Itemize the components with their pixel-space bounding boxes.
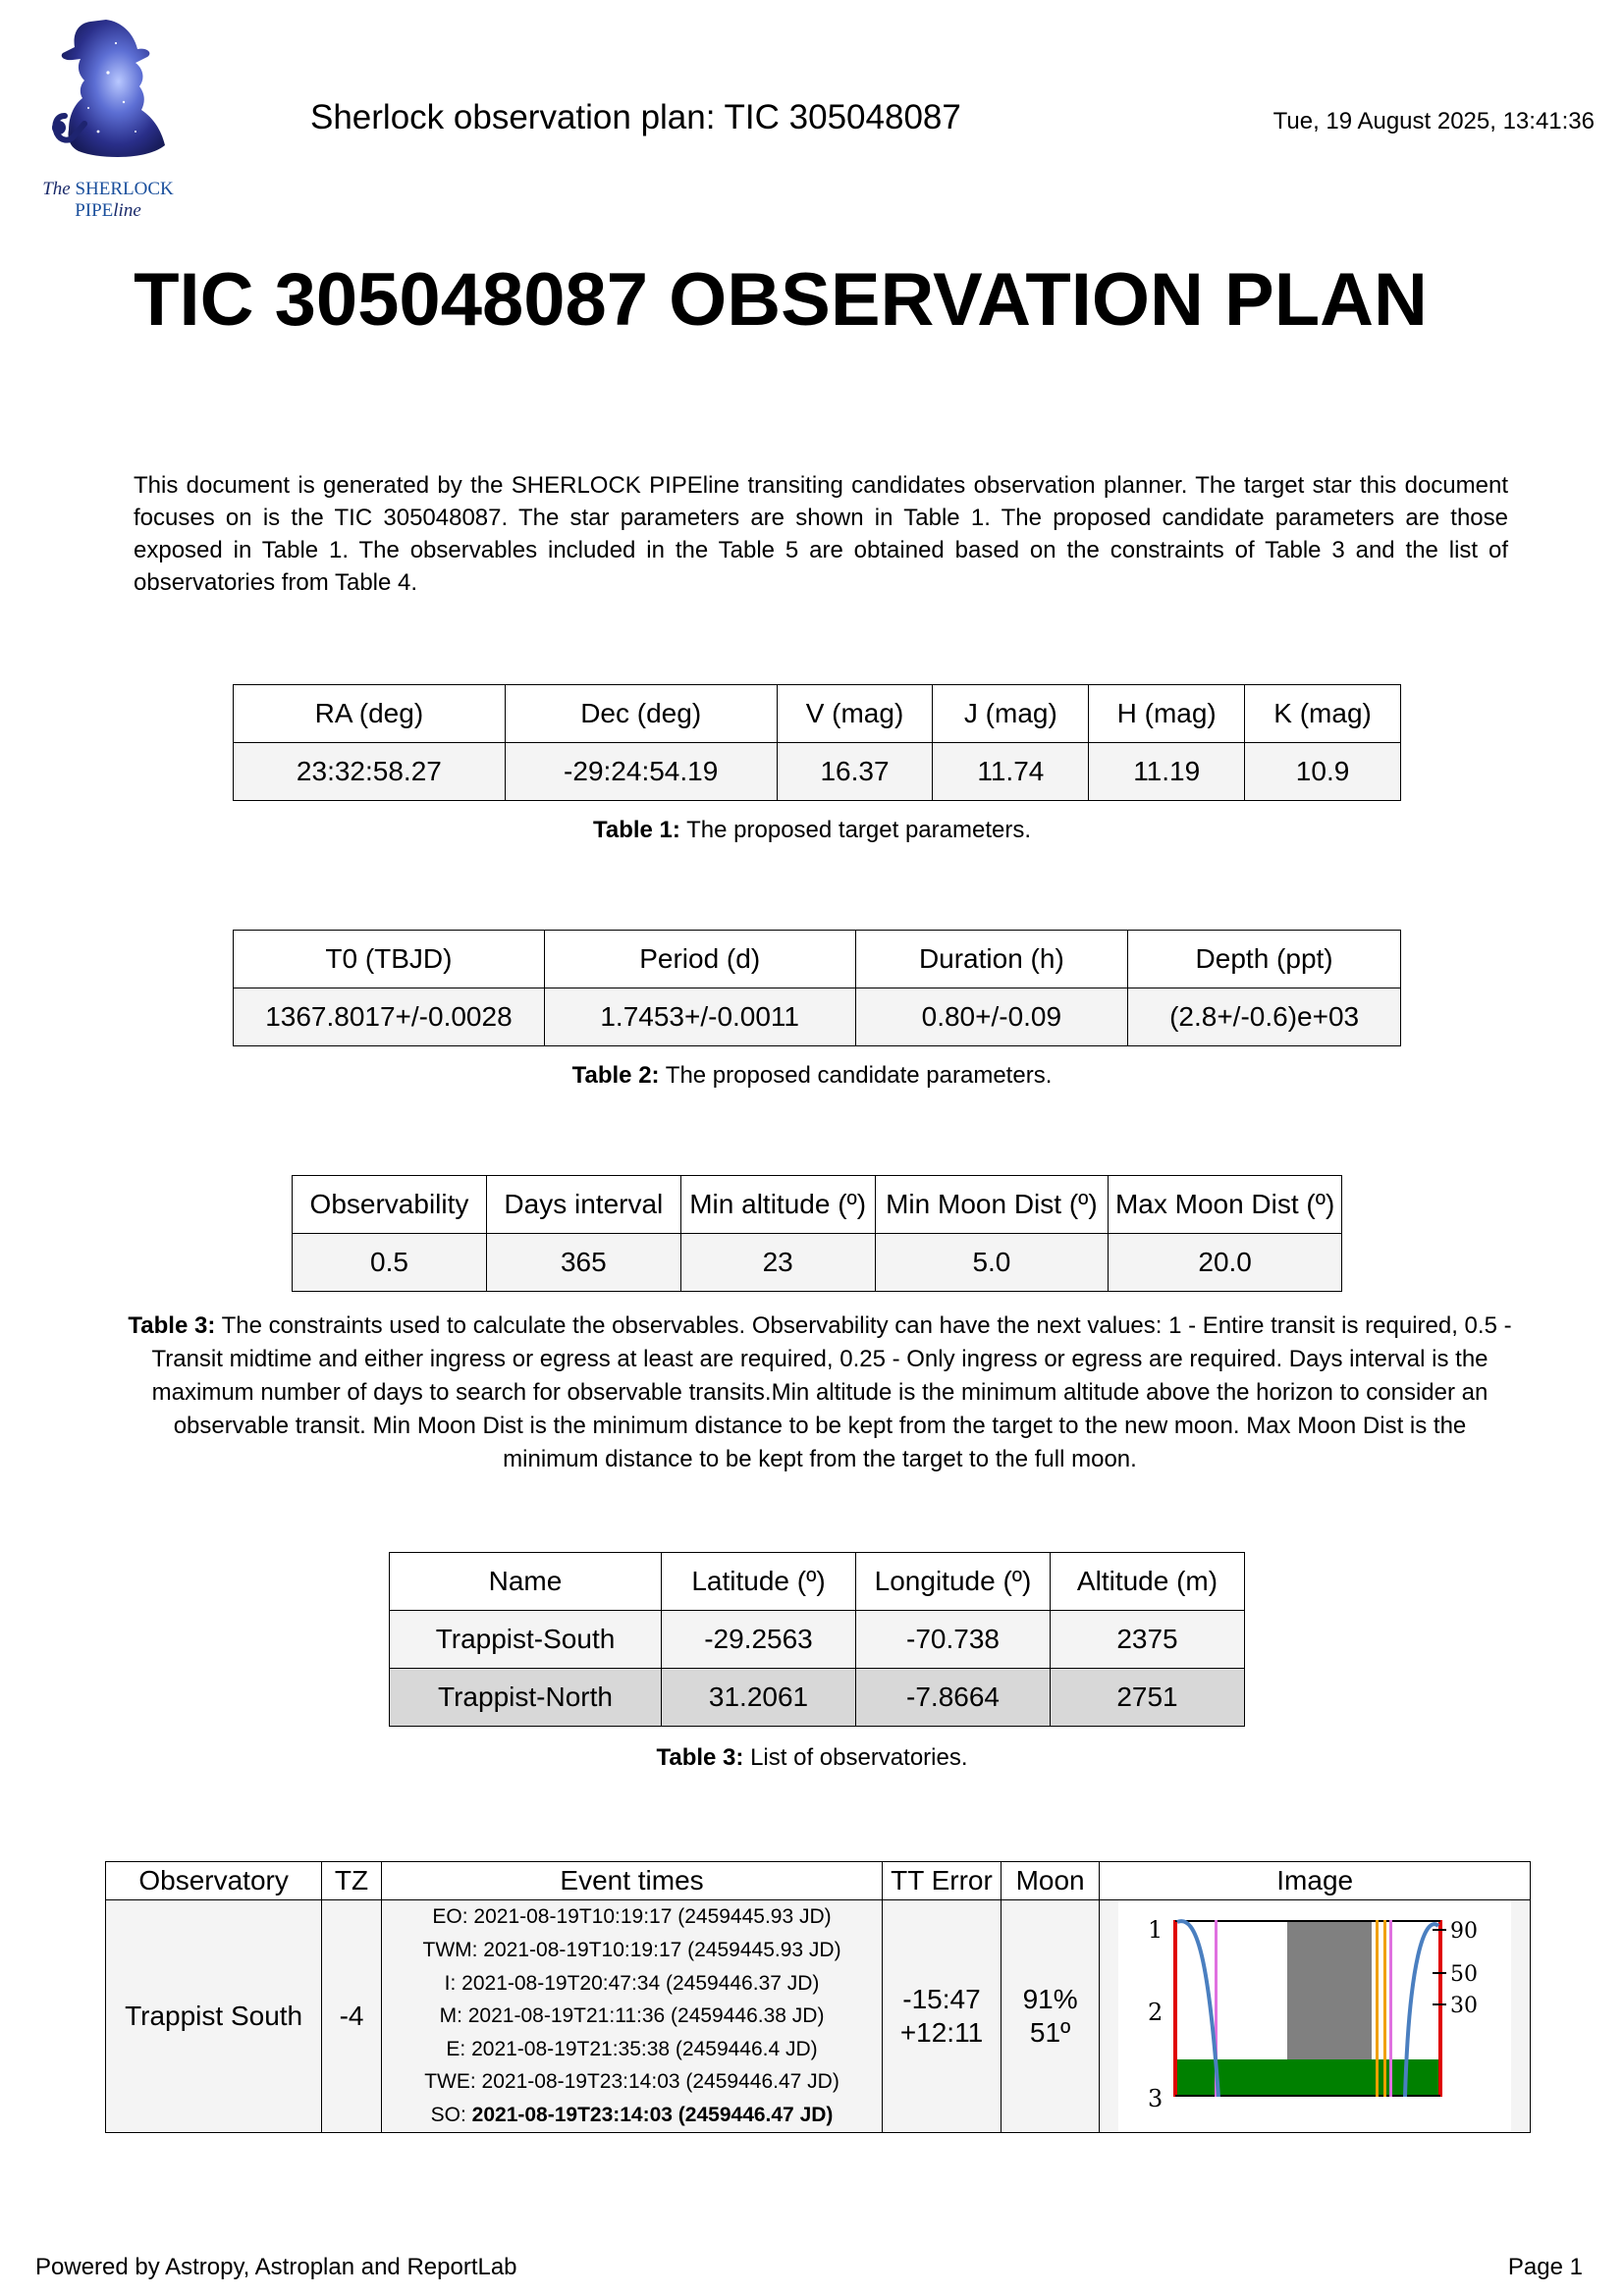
table-cell: Trappist-North	[390, 1669, 662, 1727]
svg-text:The SHERLOCK	[42, 179, 174, 199]
table-header-cell: Altitude (m)	[1051, 1553, 1245, 1611]
sherlock-logo	[29, 14, 187, 230]
table-cell: 1.7453+/-0.0011	[544, 988, 855, 1046]
table-header-cell: Duration (h)	[855, 931, 1128, 988]
transit-egress-line	[1383, 1920, 1386, 2097]
table-row	[234, 988, 1401, 1046]
detective-silhouette-icon	[29, 14, 187, 230]
caption-label: Table 3:	[656, 1744, 744, 1771]
table-cell: 31.2061	[662, 1669, 856, 1727]
table-header-cell: H (mag)	[1089, 685, 1245, 743]
plot-left-label: 1	[1148, 1916, 1164, 1944]
caption-text: The proposed target parameters.	[679, 817, 1031, 843]
table-row	[106, 1900, 1531, 2133]
left-limit-line	[1173, 1920, 1177, 2097]
intro-paragraph: This document is generated by the SHERLOCK PIPEline transiting candidates observation planner. The target star this document focuses on is the TIC 305048087. The star parameters are shown in Table 1. The proposed candidate parameters are those exposed in Table 1. The observables included in the Table 5 are obtained based on the constraints of Table 3 and the list of observatories from Table 4.	[134, 472, 1508, 596]
table-header-row	[234, 685, 1401, 743]
observation-plot	[1118, 1900, 1511, 2132]
event-times-cell	[381, 1900, 882, 2133]
table1-caption	[0, 817, 1624, 844]
event-time: TWE: 2021-08-19T23:14:03 (2459446.47 JD)	[424, 2070, 839, 2094]
night-band	[1287, 1920, 1372, 2059]
table-cell: -7.8664	[856, 1669, 1051, 1727]
observatories-table	[389, 1552, 1245, 1727]
plot-left-label: 3	[1148, 2085, 1164, 2112]
table-header-cell: Name	[390, 1553, 662, 1611]
table-cell: -29.2563	[662, 1611, 856, 1669]
table-header-cell: Image	[1100, 1862, 1531, 1900]
transit-ingress-line	[1376, 1920, 1379, 2097]
table-cell: Trappist-South	[390, 1611, 662, 1669]
plot-left-label: 2	[1148, 1999, 1164, 2026]
table-header-cell: V (mag)	[777, 685, 933, 743]
table-header-cell: Observatory	[106, 1862, 322, 1900]
moon-marker-line	[1389, 1920, 1392, 2097]
table-header-cell: Longitude (º)	[856, 1553, 1051, 1611]
moon-cell	[1001, 1900, 1100, 2133]
table-cell: 0.80+/-0.09	[855, 988, 1128, 1046]
table-header-cell: T0 (TBJD)	[234, 931, 545, 988]
caption-label: Table 3:	[128, 1312, 216, 1339]
observatory-cell: Trappist South	[106, 1900, 322, 2133]
table-header-cell: TT Error	[883, 1862, 1001, 1900]
timezone-cell: -4	[322, 1900, 382, 2133]
constraints-table	[292, 1175, 1342, 1292]
table-cell: 2751	[1051, 1669, 1245, 1727]
table-cell: 23:32:58.27	[234, 743, 506, 801]
table-header-cell: Min altitude (º)	[680, 1176, 875, 1234]
so-value: 2021-08-19T23:14:03 (2459446.47 JD)	[471, 2103, 834, 2126]
table-header-row	[293, 1176, 1342, 1234]
svg-text:PIPEline	[75, 200, 141, 221]
table-cell: 10.9	[1245, 743, 1401, 801]
caption-label: Table 2:	[571, 1062, 660, 1089]
header-date: Tue, 19 August 2025, 13:41:36	[1272, 108, 1595, 134]
candidate-parameters-table	[233, 930, 1401, 1046]
logo-text-sherlock: SHERLOCK	[75, 179, 174, 199]
table-cell: 11.19	[1089, 743, 1245, 801]
table-header-cell: J (mag)	[933, 685, 1089, 743]
table-cell: 0.5	[293, 1234, 487, 1292]
event-time-so	[382, 2099, 882, 2132]
table-header-cell: Depth (ppt)	[1128, 931, 1401, 988]
table-row	[234, 743, 1401, 801]
table4-caption	[0, 1744, 1624, 1772]
event-time: E: 2021-08-19T21:35:38 (2459446.4 JD)	[446, 2037, 818, 2060]
table-cell: 16.37	[777, 743, 933, 801]
tt-error-cell	[883, 1900, 1001, 2133]
observables-table	[105, 1861, 1531, 2133]
image-cell	[1100, 1900, 1531, 2133]
ground-band	[1173, 2059, 1440, 2097]
table-header-cell: Min Moon Dist (º)	[875, 1176, 1109, 1234]
table-header-cell: Max Moon Dist (º)	[1109, 1176, 1342, 1234]
table-cell: (2.8+/-0.6)e+03	[1128, 988, 1401, 1046]
table-cell: 365	[486, 1234, 680, 1292]
table3-caption	[128, 1309, 1512, 1476]
table-header-cell: Moon	[1001, 1862, 1100, 1900]
plot-right-label: 30	[1450, 1994, 1479, 2018]
table-cell: 11.74	[933, 743, 1089, 801]
table-header-cell: Days interval	[486, 1176, 680, 1234]
header-title: Sherlock observation plan: TIC 305048087	[310, 98, 961, 136]
table-cell: -29:24:54.19	[505, 743, 777, 801]
event-time: TWM: 2021-08-19T10:19:17 (2459445.93 JD)	[422, 1939, 841, 1962]
table-header-cell: Latitude (º)	[662, 1553, 856, 1611]
event-time: EO: 2021-08-19T10:19:17 (2459445.93 JD)	[432, 1905, 832, 1929]
table-header-row	[234, 931, 1401, 988]
logo-text-pipe: PIPE	[75, 200, 114, 221]
moon-illumination: 91%	[1022, 1984, 1078, 2014]
tt-error-minus: -15:47	[902, 1984, 981, 2014]
table-header-row	[106, 1862, 1531, 1900]
document-title: TIC 305048087 OBSERVATION PLAN	[134, 258, 1428, 342]
table-header-row	[390, 1553, 1245, 1611]
table-cell: -70.738	[856, 1611, 1051, 1669]
target-parameters-table	[233, 684, 1401, 801]
table-cell: 1367.8017+/-0.0028	[234, 988, 545, 1046]
table-cell: 23	[680, 1234, 875, 1292]
right-limit-line	[1438, 1920, 1442, 2097]
table-header-cell: RA (deg)	[234, 685, 506, 743]
caption-text: List of observatories.	[743, 1744, 968, 1771]
table-cell: 5.0	[875, 1234, 1109, 1292]
table-cell: 20.0	[1109, 1234, 1342, 1292]
table-row	[390, 1669, 1245, 1727]
table-header-cell: Event times	[381, 1862, 882, 1900]
so-label: SO:	[430, 2103, 472, 2126]
plot-right-label: 90	[1450, 1919, 1479, 1944]
table-header-cell: K (mag)	[1245, 685, 1401, 743]
event-time: M: 2021-08-19T21:11:36 (2459446.38 JD)	[439, 2004, 825, 2028]
table-header-cell: Period (d)	[544, 931, 855, 988]
logo-text-the: The	[42, 179, 76, 199]
tt-error-plus: +12:11	[899, 2017, 984, 2048]
table-row	[390, 1611, 1245, 1669]
table-header-cell: Observability	[293, 1176, 487, 1234]
caption-label: Table 1:	[592, 817, 680, 843]
logo-text-line: line	[113, 200, 141, 221]
table-row	[293, 1234, 1342, 1292]
table2-caption	[0, 1062, 1624, 1090]
page-number: Page 1	[1507, 2254, 1583, 2280]
caption-text: The constraints used to calculate the observables. Observability can have the next values: 1 - Entire transit is required, 0.5 - Transit midtime and either ingress or egress at least are required, 0.25 - Only ingress or egress are required. Days interval is the maximum number of days to search for observable transits.Min altitude is the minimum altitude above the horizon to consider an observable transit. Min Moon Dist is the minimum distance to be kept from the target to the new moon. Max Moon Dist is the minimum distance to be kept from the target to the full moon.	[151, 1312, 1512, 1472]
event-time: I: 2021-08-19T20:47:34 (2459446.37 JD)	[444, 1971, 820, 1995]
caption-text: The proposed candidate parameters.	[659, 1062, 1053, 1089]
moon-distance: 51º	[1029, 2017, 1071, 2048]
table-header-cell: TZ	[322, 1862, 382, 1900]
plot-right-label: 50	[1450, 1962, 1479, 1987]
footer-credits: Powered by Astropy, Astroplan and ReportLab	[35, 2254, 517, 2280]
table-cell: 2375	[1051, 1611, 1245, 1669]
table-header-cell: Dec (deg)	[505, 685, 777, 743]
